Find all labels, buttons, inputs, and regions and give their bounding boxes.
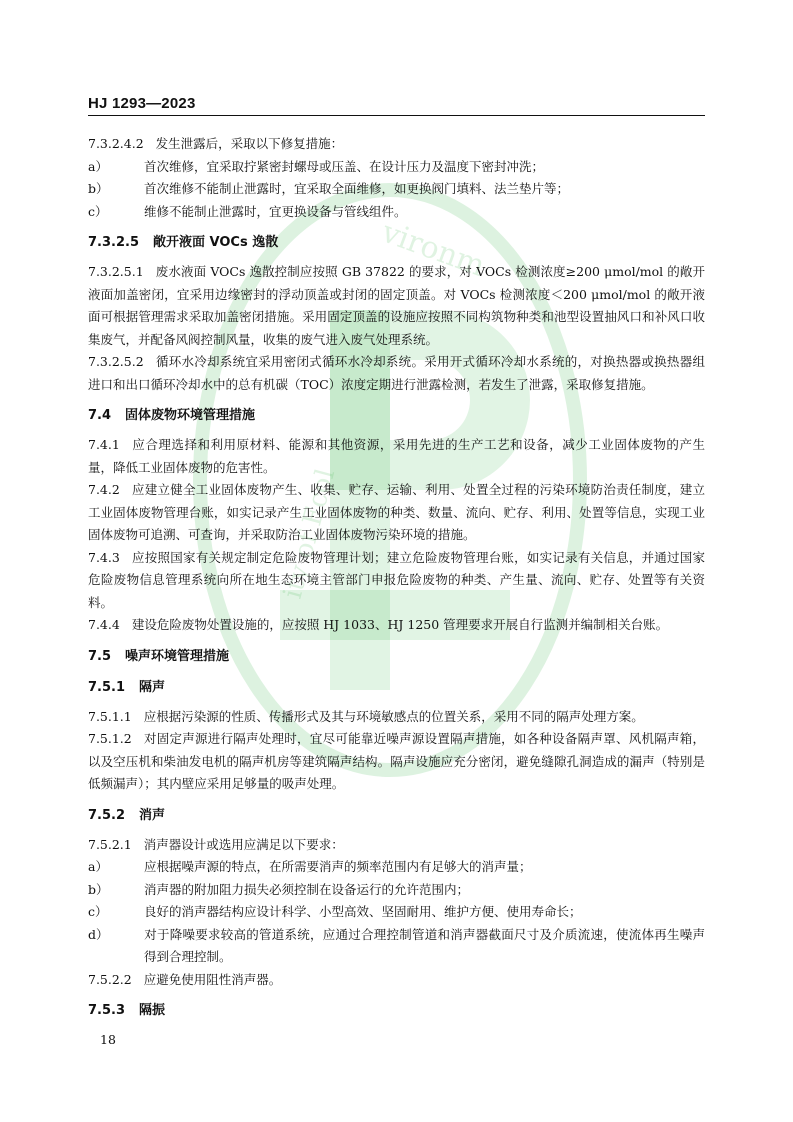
list-item-d bbox=[88, 924, 705, 969]
clause-number: 7.4.4 bbox=[88, 617, 120, 632]
list-item-a bbox=[88, 156, 705, 179]
heading-text: 敞开液面 VOCs 逸散 bbox=[153, 235, 279, 250]
section-heading-7-5-1 bbox=[88, 677, 705, 699]
clause-number: 7.4.2 bbox=[88, 482, 120, 497]
clause-text: 对固定声源进行隔声处理时，宜尽可能靠近噪声源设置隔声措施，如各种设备隔声罩、风机隔声箱，以及空压机和柴油发电机的隔声机房等建筑隔声结构。隔声设施应充分密闭，避免缝隙孔洞造成的漏声（特别是低频漏声）；其内壁应采用足够量的吸声处理。 bbox=[88, 731, 705, 791]
list-item-a bbox=[88, 856, 705, 879]
clause-number: 7.5.1.1 bbox=[88, 708, 132, 724]
clause-7-3-2-4-2 bbox=[88, 133, 705, 156]
list-label: b） bbox=[88, 881, 109, 897]
list-text: 良好的消声器结构应设计科学、小型高效、坚固耐用、维护方便、使用寿命长； bbox=[144, 904, 582, 919]
clause-7-5-2-2 bbox=[88, 969, 705, 992]
heading-number: 7.4 bbox=[88, 408, 112, 423]
list-label: a） bbox=[88, 158, 108, 174]
clause-7-4-3 bbox=[88, 547, 705, 615]
heading-number: 7.5.3 bbox=[88, 1003, 126, 1018]
clause-text: 循环水冷却系统宜采用密闭式循环水冷却系统。采用开式循环冷却水系统的，对换热器或换热器组进口和出口循环冷却水中的总有机碳（TOC）浓度定期进行泄露检测，若发生了泄露，采取修复措施。 bbox=[88, 354, 705, 392]
clause-number: 7.3.2.5.1 bbox=[88, 264, 144, 279]
clause-number: 7.3.2.4.2 bbox=[88, 136, 144, 151]
clause-7-5-2-1 bbox=[88, 834, 705, 857]
list-item-b bbox=[88, 879, 705, 902]
list-item-c bbox=[88, 901, 705, 924]
clause-7-5-1-2 bbox=[88, 728, 705, 796]
clause-text: 应根据污染源的性质、传播形式及其与环境敏感点的位置关系，采用不同的隔声处理方案。 bbox=[143, 708, 644, 724]
list-item-c bbox=[88, 201, 705, 224]
clause-7-5-1-1 bbox=[88, 706, 705, 729]
list-text: 消声器的附加阻力损失必须控制在设备运行的允许范围内； bbox=[144, 881, 470, 897]
list-text: 首次维修不能制止泄露时，宜采取全面维修，如更换阀门填料、法兰垫片等； bbox=[144, 181, 570, 196]
list-label: a） bbox=[88, 859, 108, 874]
clause-number: 7.5.2.1 bbox=[88, 836, 132, 852]
heading-text: 隔声 bbox=[139, 679, 166, 695]
list-text: 首次维修，宜采取拧紧密封螺母或压盖、在设计压力及温度下密封冲洗； bbox=[144, 158, 545, 174]
list-text: 维修不能制止泄露时，宜更换设备与管线组件。 bbox=[144, 203, 407, 219]
heading-number: 7.5 bbox=[88, 648, 112, 664]
clause-text: 发生泄露后，采取以下修复措施： bbox=[155, 136, 344, 151]
clause-text: 废水液面 VOCs 逸散控制应按照 GB 37822 的要求，对 VOCs 检测浓度≥200 μmol/mol 的敞开液面加盖密闭，宜采用边缘密封的浮动顶盖或封闭的固定顶盖。对 VOCs 检测浓度＜200 μmol/mol 的敞开液面可根据管理需求采取加盖密闭措施。采用固定顶盖的设施应按照不同构筑物种类和池型设置抽风口和补风口收集废气，并配备风阀控制风量，收集的废气进入废气处理系统。 bbox=[88, 264, 705, 347]
heading-text: 隔振 bbox=[139, 1003, 166, 1018]
clause-number: 7.5.1.2 bbox=[88, 731, 132, 746]
heading-number: 7.3.2.5 bbox=[88, 235, 139, 250]
section-heading-7-4 bbox=[88, 405, 705, 427]
clause-7-3-2-5-1 bbox=[88, 261, 705, 351]
watermark-text-2: ity of Ecol bbox=[277, 465, 342, 602]
list-text: 应根据噪声源的特点，在所需要消声的频率范围内有足够大的消声量； bbox=[144, 859, 532, 874]
list-label: c） bbox=[88, 904, 108, 919]
clause-7-3-2-5-2 bbox=[88, 351, 705, 396]
section-heading-7-3-2-5 bbox=[88, 232, 705, 254]
list-label: c） bbox=[88, 203, 108, 219]
clause-text: 消声器设计或选用应满足以下要求： bbox=[143, 836, 344, 852]
page-number: 18 bbox=[100, 1032, 116, 1047]
section-heading-7-5 bbox=[88, 646, 705, 668]
heading-text: 消声 bbox=[139, 807, 166, 823]
heading-text: 固体废物环境管理措施 bbox=[125, 408, 256, 423]
document-code: HJ 1293—2023 bbox=[88, 95, 196, 112]
list-text: 对于降噪要求较高的管道系统，应通过合理控制管道和消声器截面尺寸及介质流速，使流体再生噪声得到合理控制。 bbox=[144, 926, 705, 964]
list-label: d） bbox=[88, 926, 109, 942]
document-body bbox=[88, 133, 705, 1029]
heading-text: 噪声环境管理措施 bbox=[125, 648, 230, 664]
clause-number: 7.5.2.2 bbox=[88, 971, 132, 987]
heading-number: 7.5.1 bbox=[88, 679, 126, 695]
header-rule bbox=[88, 115, 705, 116]
list-label: b） bbox=[88, 181, 109, 196]
clause-7-4-4 bbox=[88, 614, 705, 637]
clause-7-4-1 bbox=[88, 434, 705, 479]
clause-text: 建设危险废物处置设施的，应按照 HJ 1033、HJ 1250 管理要求开展自行监测并编制相关台账。 bbox=[131, 617, 669, 632]
clause-text: 应按照国家有关规定制定危险废物管理计划；建立危险废物管理台账，如实记录有关信息，并通过国家危险废物信息管理系统向所在地生态环境主管部门申报危险废物的种类、产生量、流向、贮存、处置等有关资料。 bbox=[88, 549, 705, 610]
clause-number: 7.4.3 bbox=[88, 549, 120, 565]
clause-7-4-2 bbox=[88, 479, 705, 547]
clause-text: 应建立健全工业固体废物产生、收集、贮存、运输、利用、处置全过程的污染环境防治责任制度，建立工业固体废物管理台账，如实记录产生工业固体废物的种类、数量、流向、贮存、利用、处置等信息，实现工业固体废物可追溯、可查询，并采取防治工业固体废物污染环境的措施。 bbox=[88, 482, 705, 542]
list-item-b bbox=[88, 178, 705, 201]
heading-number: 7.5.2 bbox=[88, 807, 126, 823]
clause-text: 应避免使用阻性消声器。 bbox=[143, 971, 282, 987]
section-heading-7-5-3 bbox=[88, 1000, 705, 1022]
clause-number: 7.4.1 bbox=[88, 437, 120, 452]
section-heading-7-5-2 bbox=[88, 805, 705, 827]
watermark-text: vironm bbox=[377, 214, 490, 285]
clause-number: 7.3.2.5.2 bbox=[88, 354, 144, 369]
clause-text: 应合理选择和利用原材料、能源和其他资源，采用先进的生产工艺和设备，减少工业固体废物的产生量，降低工业固体废物的危害性。 bbox=[88, 437, 705, 475]
